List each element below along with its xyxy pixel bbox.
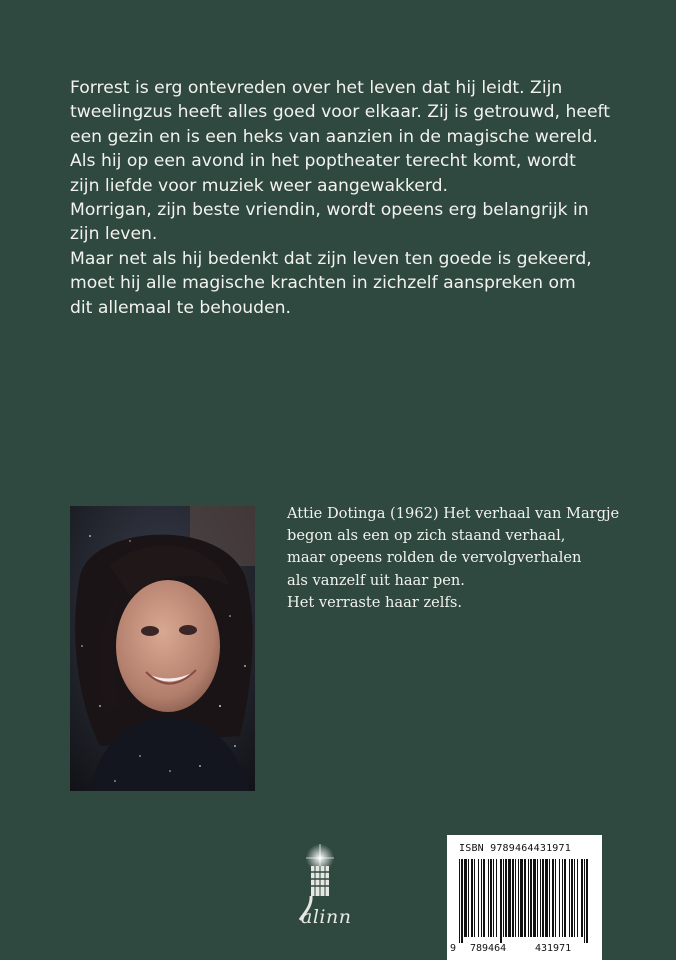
- barcode-bar: [559, 859, 560, 937]
- bio-line: Het verraste haar zelfs.: [287, 593, 462, 611]
- barcode-bar: [524, 859, 526, 937]
- publisher-name: alinn: [301, 906, 352, 928]
- barcode-bar: [549, 859, 550, 937]
- bio-line: als vanzelf uit haar pen.: [287, 571, 465, 589]
- barcode-bar: [564, 859, 566, 937]
- barcode-bar: [586, 859, 588, 943]
- barcode-bar: [488, 859, 489, 937]
- barcode-bar: [493, 859, 494, 937]
- barcode-bar: [461, 859, 463, 943]
- barcode-bar: [537, 859, 538, 937]
- barcode-bar: [471, 859, 473, 937]
- barcode-bars: [457, 859, 592, 943]
- barcode-digit-group: 431971: [535, 943, 572, 954]
- barcode-bar: [518, 859, 519, 937]
- blurb-line: Morrigan, zijn beste vriendin, wordt opeens erg belangrijk in: [70, 200, 589, 221]
- barcode-bar: [528, 859, 529, 937]
- blurb-line: moet hij alle magische krachten in zichzelf aanspreken om: [70, 273, 576, 294]
- bio-line: maar opeens rolden de vervolgverhalen: [287, 549, 582, 567]
- barcode-digit-group: 789464: [470, 943, 507, 954]
- blurb-line: dit allemaal te behouden.: [70, 297, 291, 318]
- barcode-bar: [584, 859, 585, 943]
- barcode-bar: [540, 859, 541, 937]
- bio-line: begon als een op zich staand verhaal,: [287, 527, 566, 545]
- barcode-bar: [530, 859, 532, 937]
- barcode-bar: [508, 859, 511, 937]
- barcode-bar: [545, 859, 548, 937]
- blurb-line: tweelingzus heeft alles goed voor elkaar. Zij is getrouwd, heeft: [70, 102, 611, 123]
- barcode-bar: [515, 859, 516, 937]
- author-photo: [70, 506, 255, 791]
- barcode-bar: [520, 859, 523, 937]
- barcode-bar: [562, 859, 563, 937]
- barcode-bar: [542, 859, 544, 937]
- barcode-bar: [468, 859, 469, 937]
- barcode-bar: [569, 859, 570, 937]
- author-portrait-illustration: [70, 506, 255, 791]
- blurb-line: Als hij op een avond in het poptheater terecht komt, wordt: [70, 151, 576, 172]
- barcode-digit-group: 9: [450, 943, 457, 954]
- barcode-bar: [474, 859, 475, 937]
- barcode-bar: [496, 859, 497, 937]
- blurb-line: Forrest is erg ontevreden over het leven dat hij leidt. Zijn: [70, 78, 563, 98]
- publisher-logo: [282, 836, 372, 936]
- blurb-line: een gezin en is een heks van aanzien in de magische wereld.: [70, 126, 598, 147]
- barcode-bar: [505, 859, 507, 937]
- author-bio: [287, 503, 627, 614]
- blurb-line: zijn liefde voor muziek weer aangewakkerd.: [70, 175, 448, 196]
- bio-line: Attie Dotinga (1962) Het verhaal van Margje: [287, 505, 620, 522]
- barcode-bar: [503, 859, 504, 937]
- back-cover-blurb: [70, 76, 630, 320]
- barcode-bar: [481, 859, 482, 937]
- blurb-line: Maar net als hij bedenkt dat zijn leven ten goede is gekeerd,: [70, 248, 592, 269]
- barcode-bar: [552, 859, 554, 937]
- barcode-bar: [478, 859, 479, 937]
- barcode-bar: [533, 859, 536, 937]
- barcode-bar: [483, 859, 485, 937]
- barcode-bar: [459, 859, 460, 943]
- isbn-label: ISBN 9789464431971: [459, 843, 571, 854]
- barcode-bar: [555, 859, 556, 937]
- blurb-line: zijn leven.: [70, 224, 158, 245]
- barcode-bar: [500, 859, 502, 943]
- barcode-bar: [571, 859, 573, 937]
- barcode-bar: [577, 859, 578, 937]
- barcode-bar: [464, 859, 467, 937]
- barcode-bar: [512, 859, 514, 937]
- isbn-barcode: [447, 835, 602, 960]
- barcode-bar: [581, 859, 583, 937]
- barcode-bar: [490, 859, 492, 937]
- barcode-bar: [574, 859, 575, 937]
